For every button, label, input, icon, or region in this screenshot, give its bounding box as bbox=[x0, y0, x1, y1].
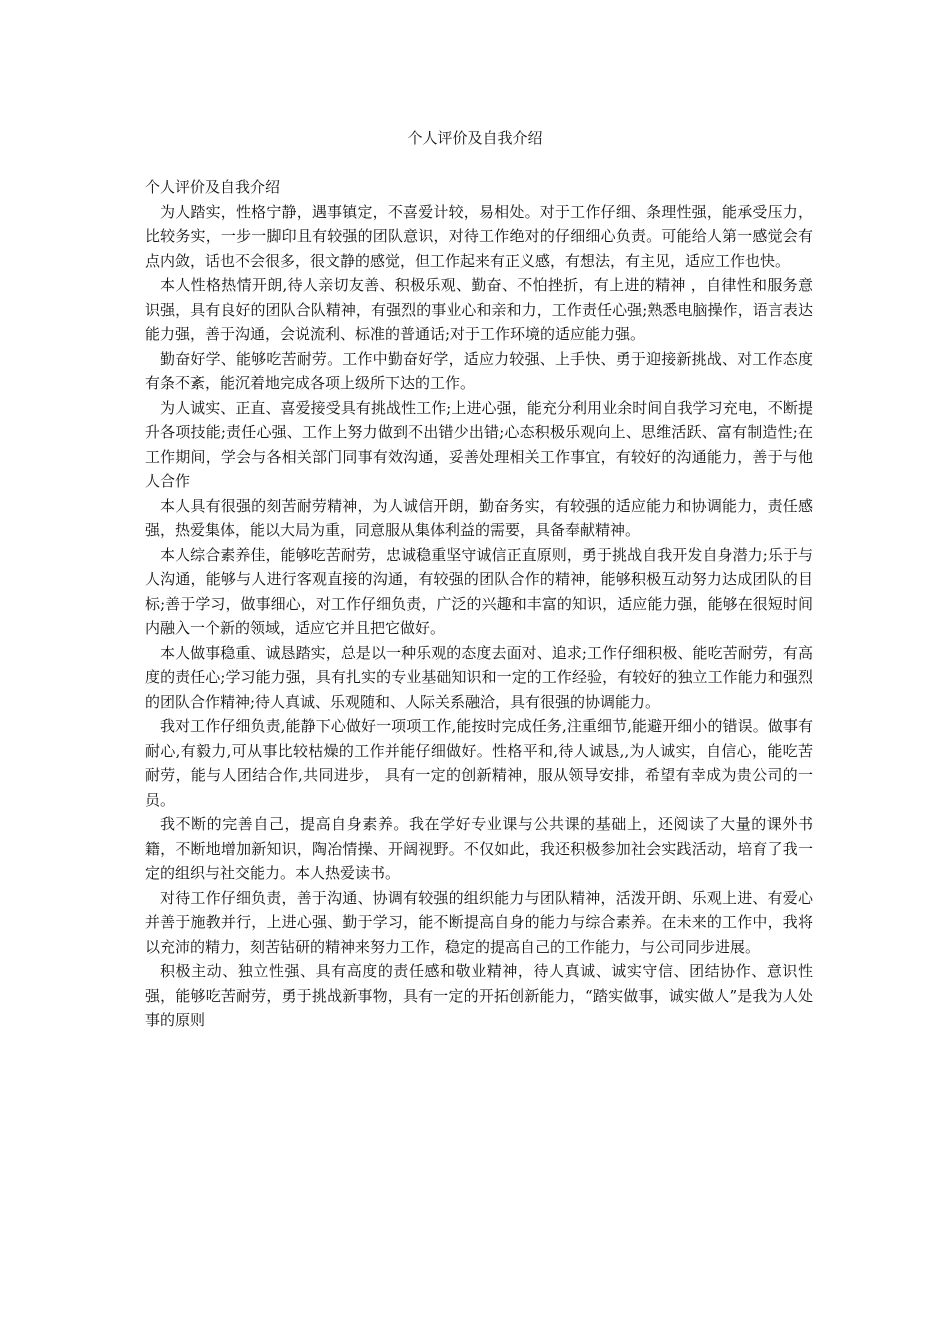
paragraph-3: 勤奋好学、能够吃苦耐劳。工作中勤奋好学，适应力较强、上手快、勇于迎接新挑战、对工作态度有条不紊，能沉着地完成各项上级所下达的工作。 bbox=[145, 349, 813, 392]
paragraph-5: 本人具有很强的刻苦耐劳精神，为人诚信开朗，勤奋务实，有较强的适应能力和协调能力，责任感强，热爱集体，能以大局为重，同意服从集体利益的需要，具备奉献精神。 bbox=[145, 496, 813, 539]
document-title: 个人评价及自我介绍 bbox=[407, 129, 543, 147]
paragraph-1: 为人踏实，性格宁静，遇事镇定，不喜爱计较，易相处。对于工作仔细、条理性强，能承受压力，比较务实，一步一脚印且有较强的团队意识，对待工作绝对的仔细细心负责。可能给人第一感觉会有点内敛，话也不会很多，很文静的感觉，但工作起来有正义感，有想法，有主见，适应工作也快。 bbox=[145, 202, 813, 270]
paragraph-8: 我对工作仔细负责,能静下心做好一项项工作,能按时完成任务,注重细节,能避开细小的错误。做事有耐心,有毅力,可从事比较枯燥的工作并能仔细做好。性格平和,待人诚恳,,为人诚实，自信心，能吃苦耐劳，能与人团结合作,共同进步， 具有一定的创新精神，服从领导安排，希望有幸成为贵公司的一员。 bbox=[145, 717, 813, 809]
paragraph-9: 我不断的完善自己，提高自身素养。我在学好专业课与公共课的基础上，还阅读了大量的课外书籍，不断地增加新知识，陶冶情操、开阔视野。不仅如此，我还积极参加社会实践活动，培育了我一定的组织与社交能力。本人热爱读书。 bbox=[145, 815, 813, 882]
paragraph-4: 为人诚实、正直、喜爱接受具有挑战性工作;上进心强，能充分利用业余时间自我学习充电，不断提升各项技能;责任心强、工作上努力做到不出错少出错;心态积极乐观向上、思维活跃、富有制造性;在工作期间，学会与各相关部门同事有效沟通，妥善处理相关工作事宜，有较好的沟通能力，善于与他人合作 bbox=[145, 398, 813, 490]
paragraph-6: 本人综合素养佳，能够吃苦耐劳，忠诚稳重坚守诚信正直原则，勇于挑战自我开发自身潜力;乐于与人沟通，能够与人进行客观直接的沟通，有较强的团队合作的精神，能够积极互动努力达成团队的目标;善于学习，做事细心，对工作仔细负责，广泛的兴趣和丰富的知识，适应能力强，能够在很短时间内融入一个新的领域，适应它并且把它做好。 bbox=[145, 545, 813, 637]
paragraph-2: 本人性格热情开朗,待人亲切友善、积极乐观、勤奋、不怕挫折，有上进的精神 ，自律性和服务意识强，具有良好的团队合队精神，有强烈的事业心和亲和力，工作责任心强;熟悉电脑操作，语言表达能力强，善于沟通，会说流利、标准的普通话;对于工作环境的适应能力强。 bbox=[145, 276, 813, 343]
document-body bbox=[145, 175, 813, 1033]
document-subtitle: 个人评价及自我介绍 bbox=[145, 178, 281, 196]
paragraph-11: 积极主动、独立性强、具有高度的责任感和敬业精神，待人真诚、诚实守信、团结协作、意识性强，能够吃苦耐劳，勇于挑战新事物，具有一定的开拓创新能力，“踏实做事，诚实做人”是我为人处事的原则 bbox=[145, 962, 813, 1029]
paragraph-10: 对待工作仔细负责，善于沟通、协调有较强的组织能力与团队精神，活泼开朗、乐观上进、有爱心并善于施教并行，上进心强、勤于学习，能不断提高自身的能力与综合素养。在未来的工作中，我将以充沛的精力，刻苦钻研的精神来努力工作，稳定的提高自己的工作能力，与公司同步进展。 bbox=[145, 888, 813, 956]
paragraph-7: 本人做事稳重、诚恳踏实，总是以一种乐观的态度去面对、追求;工作仔细积极、能吃苦耐劳，有高度的责任心;学习能力强，具有扎实的专业基础知识和一定的工作经验，有较好的独立工作能力和强烈的团队合作精神;待人真诚、乐观随和、人际关系融洽，具有很强的协调能力。 bbox=[145, 643, 813, 711]
